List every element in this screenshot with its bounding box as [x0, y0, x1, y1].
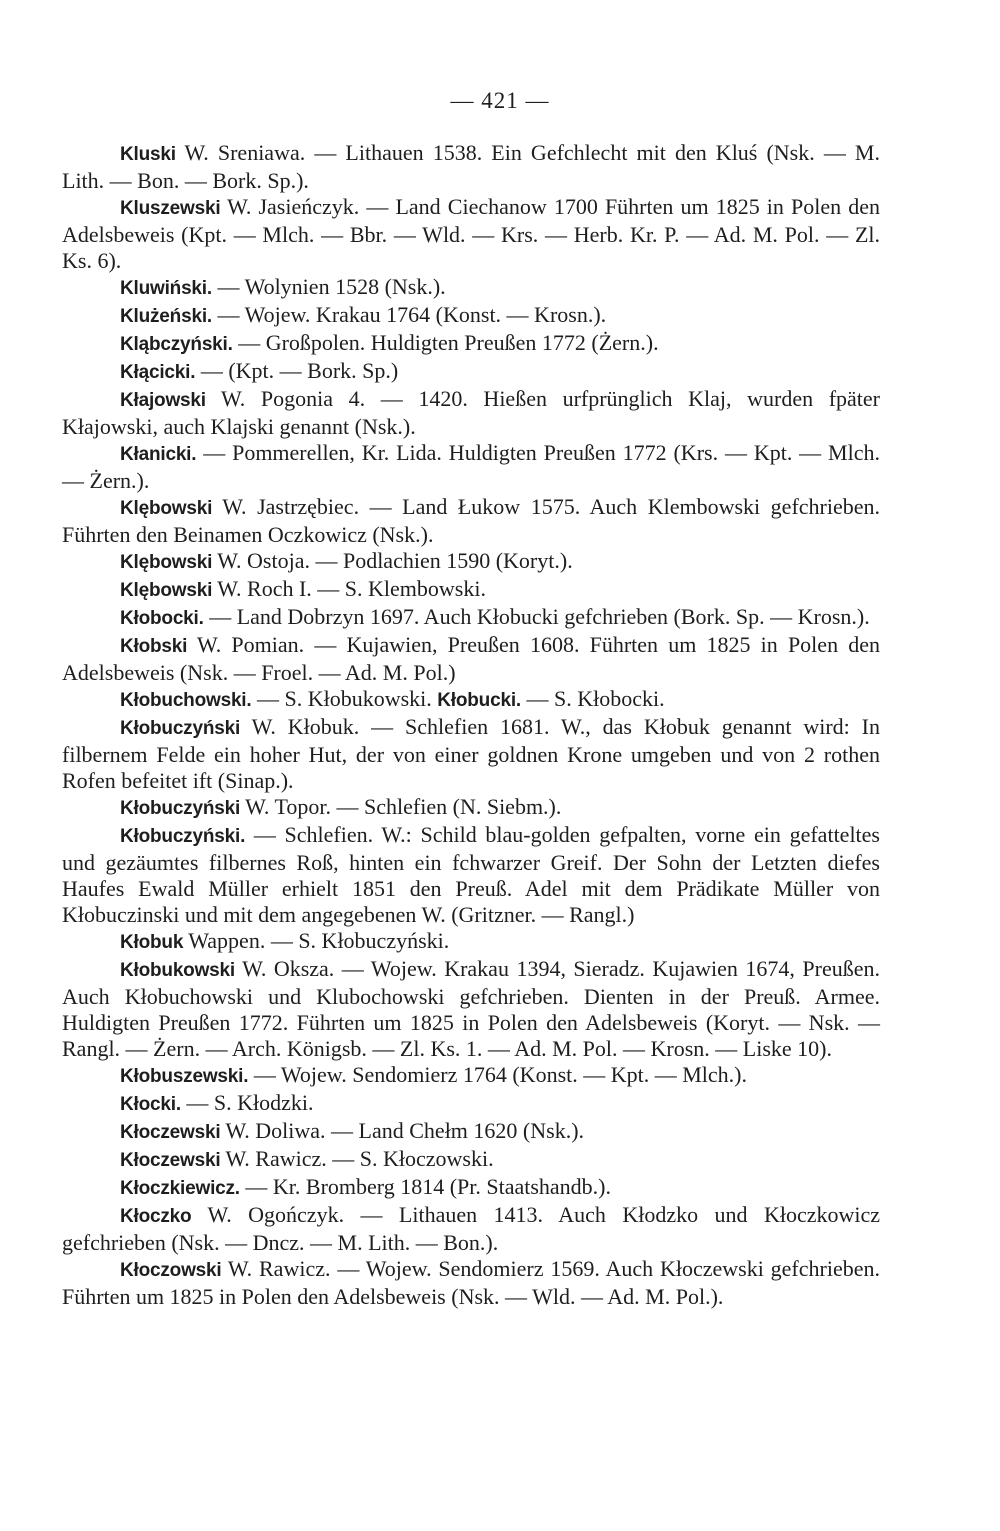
entry-text: W. Ogończyk. — Lithauen 1413. Auch Kłodzko und Kłoczkowicz gefchrieben (Nsk. — Dncz. — M. Lith. — Bon.).: [62, 1202, 880, 1255]
entry: [62, 140, 880, 194]
entry-name: Kluwiński.: [120, 278, 212, 299]
entry-name: Kłocki.: [120, 1094, 181, 1115]
entry-name: Kluski: [120, 144, 176, 165]
entry-name: Kłobuchowski.: [120, 690, 252, 711]
entry-name: Kłobuczyński: [120, 798, 241, 819]
entry-text: W. Oksza. — Wojew. Krakau 1394, Sieradz. Kujawien 1674, Preußen. Auch Kłobuchowski und Klubochowski gefchrieben. Dienten in der Preuß. Armee. Huldigten Preußen 1772. Führten um 1825 in Polen den Adelsbeweis (Koryt. — Nsk. — Rangl. — Żern. — Arch. Königsb. — Zl. Ks. 1. — Ad. M. Pol. — Krosn. — Liske 10).: [62, 956, 880, 1061]
entry-text: — Wojew. Sendomierz 1764 (Konst. — Kpt. — Mlch.).: [248, 1062, 748, 1087]
entry-name: Kłajowski: [120, 390, 206, 411]
entry-text: — Wolynien 1528 (Nsk.).: [211, 274, 446, 299]
entry-text: W. Doliwa. — Land Chełm 1620 (Nsk.).: [220, 1118, 585, 1143]
entry-text: W. Topor. — Schlefien (N. Siebm.).: [240, 794, 562, 819]
entry: [62, 1256, 880, 1310]
entry-text: — Kr. Bromberg 1814 (Pr. Staatshandb.).: [239, 1174, 612, 1199]
entry-name: Kłoczko: [120, 1206, 192, 1227]
entry-text: W. Jastrzębiec. — Land Łukow 1575. Auch Klembowski gefchrieben. Führten den Beinamen Oczkowicz (Nsk.).: [62, 494, 880, 547]
entry-name: Kluszewski: [120, 198, 221, 219]
entry: [62, 330, 880, 358]
page-number: — 421 —: [450, 88, 550, 113]
entry-text: W. Kłobuk. — Schlefien 1681. W., das Kłobuk genannt wird: In filbernem Felde ein hoher Hut, der von einer goldnen Krone umgeben und von 2 rothen Rofen befeitet ift (Sinap.).: [62, 714, 880, 793]
entry-text: — (Kpt. — Bork. Sp.): [195, 358, 399, 383]
entry-name: Klębowski: [120, 580, 213, 601]
entry: [62, 358, 880, 386]
entry-name: Kłoczkiewicz.: [120, 1178, 240, 1199]
entry-text: W. Pogonia 4. — 1420. Hießen urfprünglich Klaj, wurden fpäter Kłajowski, auch Klajski genannt (Nsk.).: [62, 386, 880, 439]
entry: [62, 274, 880, 302]
entry-text: W. Sreniawa. — Lithauen 1538. Ein Gefchlecht mit den Kluś (Nsk. — M. Lith. — Bon. — Bork. Sp.).: [62, 140, 880, 193]
entry: [62, 686, 880, 714]
entry: [62, 1090, 880, 1118]
entry-text: Wappen. — S. Kłobuczyński.: [183, 928, 450, 953]
entry-text: — S. Kłodzki.: [180, 1090, 314, 1115]
entry-text: W. Pomian. — Kujawien, Preußen 1608. Führten um 1825 in Polen den Adelsbeweis (Nsk. — Froel. — Ad. M. Pol.): [62, 632, 880, 685]
entry-text: — Schlefien. W.: Schild blau-golden gefpalten, vorne ein gefatteltes und gezäumtes filbernes Roß, hinten ein fchwarzer Greif. Der Sohn der Letzten diefes Haufes Ewald Müller erhielt 1851 den Preuß. Adel mit dem Prädikate Müller von Kłobuczinski und mit dem angegebenen W. (Gritzner. — Rangl.): [62, 822, 880, 927]
entry-text: W. Rawicz. — Wojew. Sendomierz 1569. Auch Kłoczewski gefchrieben. Führten um 1825 in Polen den Adelsbeweis (Nsk. — Wld. — Ad. M. Pol.).: [62, 1256, 880, 1309]
entry-list: [62, 140, 880, 1310]
entry-name: Kłącicki.: [120, 362, 196, 383]
entry-name: Klużeński.: [120, 306, 212, 327]
entry-name: Kłobuszewski.: [120, 1066, 249, 1087]
entry-name: Kląbczyński.: [120, 334, 233, 355]
entry-name: Kłoczewski: [120, 1150, 221, 1171]
entry-text: W. Rawicz. — S. Kłoczowski.: [220, 1146, 494, 1171]
entry-text: — Wojew. Krakau 1764 (Konst. — Krosn.).: [211, 302, 607, 327]
entry-name: Kłobuczyński: [120, 718, 241, 739]
entry: [62, 194, 880, 274]
entry: [62, 494, 880, 548]
entry: [62, 956, 880, 1062]
entry-name: Kłobski: [120, 636, 188, 657]
entry: [62, 1062, 880, 1090]
entry-text: — S. Kłobukowski.: [251, 686, 438, 711]
entry-name: Kłanicki.: [120, 444, 197, 465]
entry: [62, 794, 880, 822]
entry-text: W. Ostoja. — Podlachien 1590 (Koryt.).: [212, 548, 573, 573]
entry: [62, 1202, 880, 1256]
entry-name: Kłoczowski: [120, 1260, 222, 1281]
entry: [62, 440, 880, 494]
entry: [62, 1118, 880, 1146]
entry-text: W. Jasieńczyk. — Land Ciechanow 1700 Führten um 1825 in Polen den Adelsbeweis (Kpt. — Mlch. — Bbr. — Wld. — Krs. — Herb. Kr. P. — Ad. M. Pol. — Zl. Ks. 6).: [62, 194, 880, 273]
entry-name: Kłobuk: [120, 932, 184, 953]
entry: [62, 1174, 880, 1202]
entry: [62, 822, 880, 928]
entry: [62, 576, 880, 604]
entry-text: W. Roch I. — S. Klembowski.: [212, 576, 486, 601]
entry: [62, 632, 880, 686]
entry-name: Kłobucki.: [437, 690, 521, 711]
entry: [62, 714, 880, 794]
entry-name: Kłobuczyński.: [120, 826, 246, 847]
entry-name: Klębowski: [120, 552, 213, 573]
entry: [62, 1146, 880, 1174]
entry-name: Kłobukowski: [120, 960, 235, 981]
entry-text: — S. Kłobocki.: [520, 686, 665, 711]
entry-text: — Pommerellen, Kr. Lida. Huldigten Preußen 1772 (Krs. — Kpt. — Mlch. — Żern.).: [62, 440, 880, 493]
entry-text: — Großpolen. Huldigten Preußen 1772 (Żern.).: [232, 330, 659, 355]
entry-name: Kłobocki.: [120, 608, 204, 629]
entry: [62, 302, 880, 330]
entry-name: Kłoczewski: [120, 1122, 221, 1143]
entry-name: Klębowski: [120, 498, 213, 519]
entry-text: — Land Dobrzyn 1697. Auch Kłobucki gefchrieben (Bork. Sp. — Krosn.).: [203, 604, 870, 629]
entry: [62, 928, 880, 956]
entry: [62, 548, 880, 576]
entry: [62, 386, 880, 440]
entry: [62, 604, 880, 632]
